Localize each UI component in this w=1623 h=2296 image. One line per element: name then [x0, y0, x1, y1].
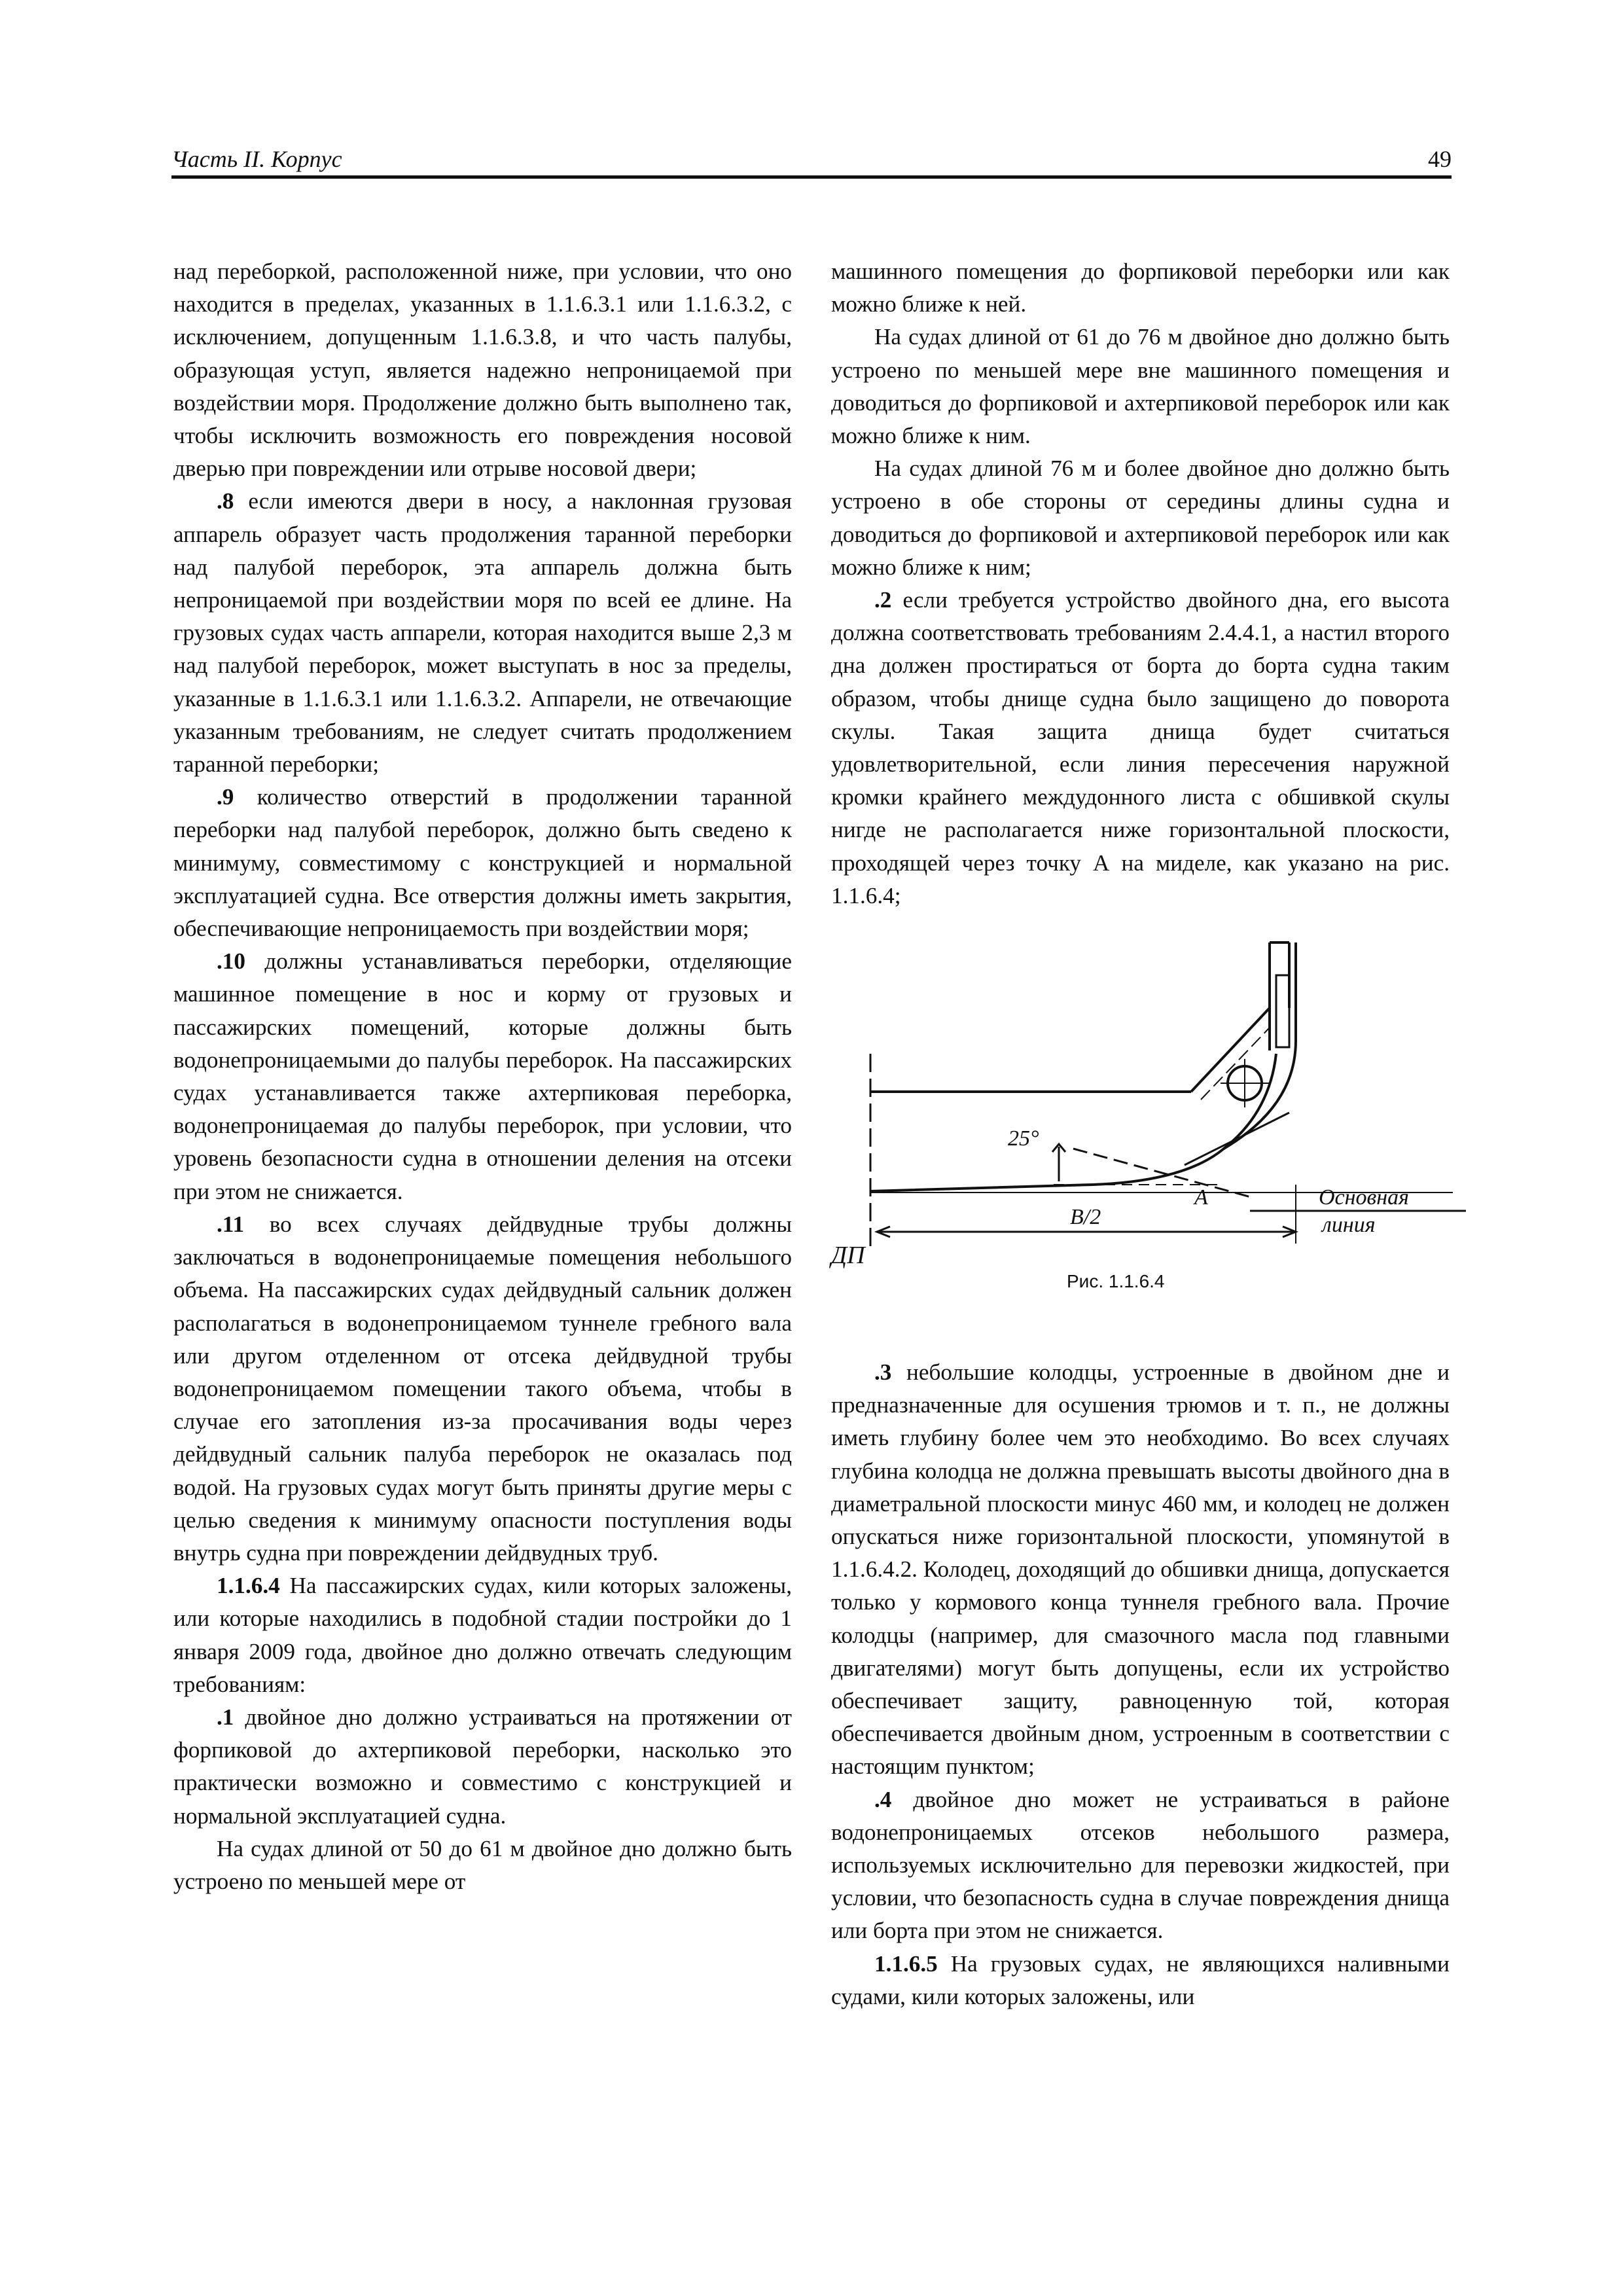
paragraph-text: небольшие колодцы, устроенные в двойном дне и предназначенные для осушения трюмов и т. п., не должны иметь глубину более чем это необходимо. Во всех случаях глубина колодца не должна превышать высоты двойного дна в диаметральной плоскости минус 460 мм, и колодец не должен опускаться ниже горизонтальной плоскости, упомянутой в 1.1.6.4.2. Колодец, доходящий до обшивки днища, допускается только у кормового конца туннеля гребного вала. Прочие колодцы (например, для смазочного масла под главными двигателями) могут быть допущены, если их устройство обеспечивает защиту, равноценную той, которая обеспечивается двойным дном, устроенным в соответствии с настоящим пунктом;: [831, 1359, 1450, 1780]
half-breadth-label: B/2: [1070, 1205, 1101, 1229]
bilge-line: [1185, 1113, 1289, 1165]
paragraph-text: если требуется устройство двойного дна, его высота должна соответствовать требованиям 2.4.4.1, а настил второго дна должен простираться от борта до борта судна таким образом, чтобы днище судна было защищено до поворота скулы. Такая защита днища будет считаться удовлетворительной, если линия пересечения наружной кромки крайнего междудонного листа с обшивкой скулы нигде не располагается ниже горизонтальной плоскости, проходящей через точку А на миделе, как указано на рис. 1.1.6.4;: [831, 587, 1450, 908]
paragraph: машинного помещения до форпиковой переборки или как можно ближе к ней.: [831, 259, 1450, 317]
point-a-label: A: [1194, 1185, 1208, 1210]
paragraph: [831, 1784, 1450, 1948]
item-number: .11: [217, 1211, 245, 1237]
page-header: [171, 145, 1452, 178]
paragraph-text: должны устанавливаться переборки, отделяющие машинное помещение в нос и корму от грузовых и пассажирских помещений, которые должны быть водонепроницаемыми до палубы переборок. На пассажирских судах устанавливается также ахтерпиковая переборка, водонепроницаемая до палубы переборок, при условии, что уровень безопасности судна в отношении деления на отсеки при этом не снижается.: [173, 948, 792, 1204]
running-title: Часть II. Корпус: [171, 146, 342, 172]
paragraph: [173, 485, 792, 781]
paragraph: [173, 945, 792, 1208]
header-rule: [171, 175, 1452, 179]
item-number: .4: [874, 1786, 892, 1812]
paragraph: над переборкой, расположенной ниже, при условии, что оно находится в пределах, указанных в 1.1.6.3.1 или 1.1.6.3.2, с исключением, допущенным 1.1.6.3.8, и что часть палубы, образующая уступ, является надежно непроницаемой при воздействии моря. Продолжение должно быть выполнено так, чтобы исключить возможность его повреждения носовой дверью при повреждении или отрыве носовой двери;: [173, 259, 792, 482]
item-number: .8: [217, 488, 234, 514]
paragraph-text: двойное дно может не устраиваться в районе водонепроницаемых отсеков небольшого размера, используемых исключительно для перевозки жидкостей, при условии, что безопасность судна в случае повреждения днища или борта при этом не снижается.: [831, 1786, 1450, 1944]
section-number: 1.1.6.5: [874, 1950, 938, 1977]
side-frame: [1270, 942, 1289, 1050]
paragraph-text: количество отверстий в продолжении таранной переборки над палубой переборок, должно быть сведено к минимуму, совместимому с конструкцией и нормальной эксплуатацией судна. Все отверстия должны иметь закрытия, обеспечивающие непроницаемость при воздействии моря;: [173, 784, 792, 942]
item-number: .9: [217, 784, 234, 810]
right-column-top: [831, 255, 1450, 912]
paragraph: [831, 1948, 1450, 2013]
figure-caption: Рис. 1.1.6.4: [1067, 1271, 1165, 1291]
paragraph: На судах длиной 76 м и более двойное дно должно быть устроено в обе стороны от середины длины судна и доводиться до форпиковой и ахтерпиковой переборок или как можно ближе к ним;: [831, 456, 1450, 580]
paragraph: [173, 1701, 792, 1833]
section-number: 1.1.6.4: [217, 1573, 280, 1599]
paragraph-text: двойное дно должно устраиваться на протяжении от форпиковой до ахтерпиковой переборки, насколько это практически возможно и совместимо с конструкцией и нормальной эксплуатацией судна.: [173, 1704, 792, 1829]
item-number: .1: [217, 1704, 234, 1730]
paragraph-text: во всех случаях дейдвудные трубы должны заключаться в водонепроницаемые помещения небольшого объема. На пассажирских судах дейдвудный сальник должен располагаться в водонепроницаемом туннеле гребного вала или другом отделенном от отсека дейдвудной трубы водонепроницаемом помещении такого объема, чтобы в случае его затопления из-за просачивания воды через дейдвудный сальник палуба переборок не оказалась под водой. На грузовых судах могут быть приняты другие меры с целью сведения к минимуму опасности поступления воды внутрь судна при повреждении дейдвудных труб.: [173, 1211, 792, 1566]
hopper-plate: [1191, 1008, 1270, 1092]
paragraph: [831, 1356, 1450, 1784]
baseline-label-2: линия: [1322, 1213, 1376, 1237]
page-number: 49: [1428, 146, 1452, 172]
item-number: .10: [217, 948, 245, 975]
paragraph: [173, 1570, 792, 1701]
angle-line: [1073, 1149, 1253, 1198]
figure-double-bottom: [818, 936, 1472, 1302]
hopper-plate-inner: [1201, 1028, 1270, 1100]
baseline-label-1: Основная: [1319, 1185, 1409, 1210]
side-stiffener: [1276, 975, 1289, 1047]
paragraph-text: На пассажирских судах, кили которых заложены, или которые находились в подобной стадии постройки до 1 января 2009 года, двойное дно должно отвечать следующим требованиям:: [173, 1573, 792, 1697]
outer-shell: [870, 1054, 1276, 1191]
angle-label: 25°: [1008, 1126, 1039, 1151]
paragraph: На судах длиной от 50 до 61 м двойное дно должно быть устроено по меньшей мере от: [173, 1835, 792, 1894]
right-column-bottom: [831, 1356, 1450, 2013]
paragraph: На судах длиной от 61 до 76 м двойное дно должно быть устроено по меньшей мере вне машинного помещения и доводиться до форпиковой и ахтерпиковой переборок или как можно ближе к ним.: [831, 324, 1450, 449]
left-column: [173, 255, 792, 1898]
paragraph-text: На грузовых судах, не являющихся наливными судами, кили которых заложены, или: [831, 1950, 1450, 2009]
centerline-label: ДП: [831, 1242, 865, 1269]
paragraph: [831, 584, 1450, 912]
paragraph: [173, 781, 792, 945]
paragraph: [173, 1208, 792, 1570]
item-number: .3: [874, 1359, 892, 1385]
paragraph-text: если имеются двери в носу, а наклонная грузовая аппарель образует часть продолжения таранной переборки над палубой переборок, эта аппарель должна быть непроницаемой при воздействии моря по всей ее длине. На грузовых судах часть аппарели, которая находится выше 2,3 м над палубой переборок, может выступать в нос за пределы, указанные в 1.1.6.3.1 или 1.1.6.3.2. Аппарели, не отвечающие указанным требованиям, не следует считать продолжением таранной переборки;: [173, 488, 792, 778]
item-number: .2: [874, 587, 892, 613]
